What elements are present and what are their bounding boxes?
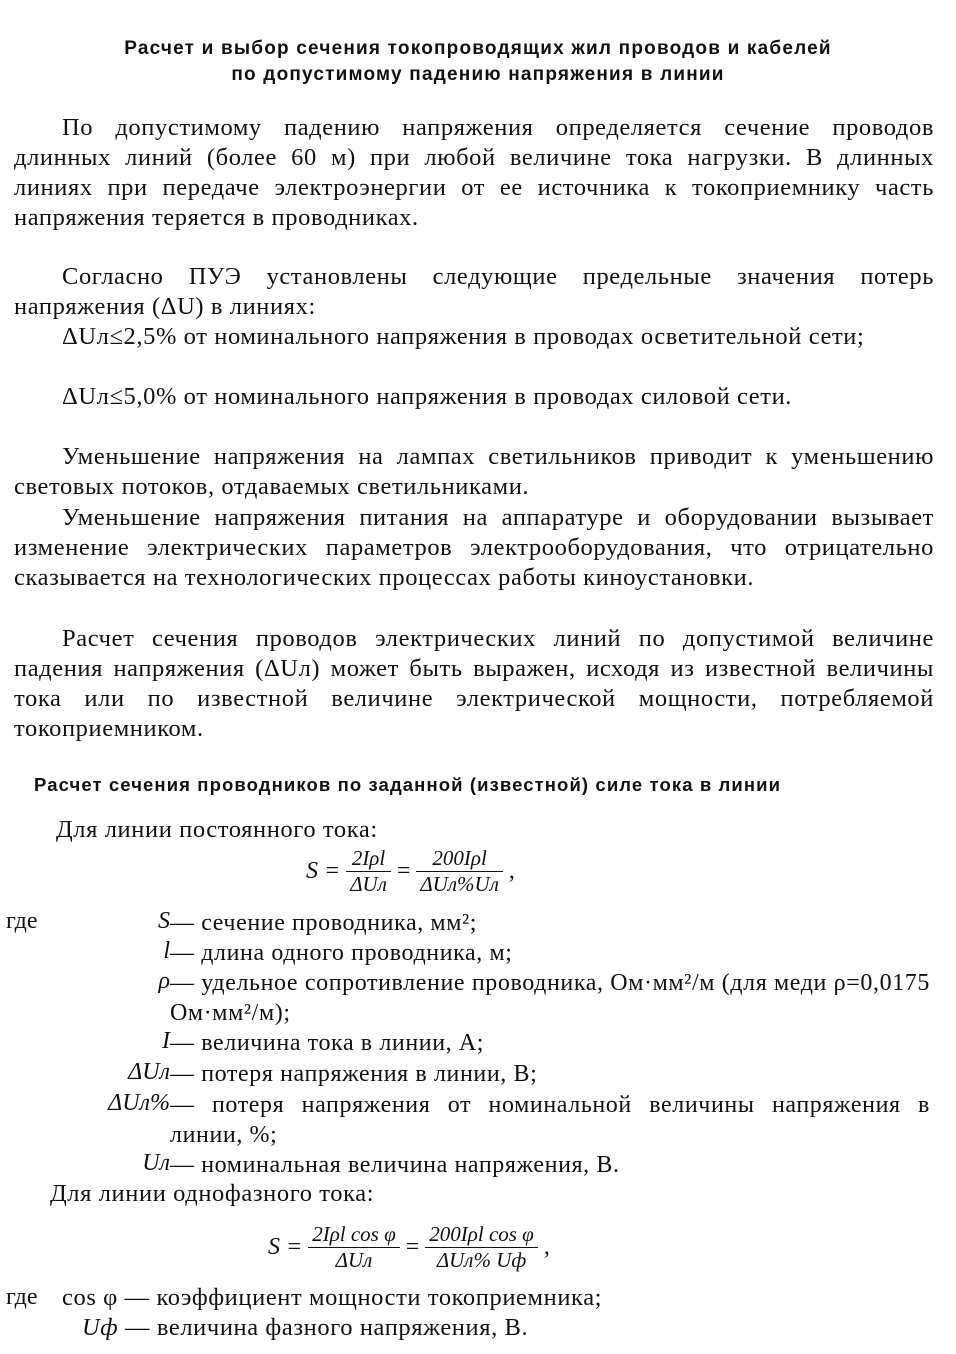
legend-text: — потеря напряжения от номинальной величины напряжения в линии, %; xyxy=(170,1092,930,1148)
formula-ac-fraction-1 xyxy=(308,1222,400,1273)
legend-2-text: — коэффициент мощности токоприемника; xyxy=(124,1284,603,1311)
legend-text: — сечение проводника, мм²; xyxy=(170,910,478,936)
paragraph-lamps: Уменьшение напряжения на лампах светильников приводит к уменьшению световых потоков, отдаваемых светильниками. xyxy=(14,443,934,500)
formula-ac-den-2: ΔUл% Uф xyxy=(425,1247,538,1273)
formula-ac-num-1: 2Iρl cos φ xyxy=(312,1222,396,1246)
legend-symbol: ΔUл% xyxy=(108,1090,170,1116)
formula-ac-equals: = xyxy=(405,1234,420,1260)
formula-dc-fraction-2 xyxy=(416,846,502,897)
page-title-line-2: по допустимому падению напряжения в линии xyxy=(231,64,725,85)
paragraph-lighting-limit: ΔUл≤2,5% от номинального напряжения в проводах осветительной сети; xyxy=(62,323,865,350)
legend-symbol: ρ xyxy=(158,968,170,994)
formula-ac-comma: , xyxy=(543,1234,550,1260)
formula-ac-fraction-2 xyxy=(425,1222,538,1273)
formula-dc-lhs: S = xyxy=(306,858,341,884)
paragraph-power-limit: ΔUл≤5,0% от номинального напряжения в проводах силовой сети. xyxy=(62,383,793,410)
where-label: где xyxy=(6,908,38,934)
where-label-2: где xyxy=(6,1284,38,1310)
paragraph-intro: По допустимому падению напряжения определяется сечение проводов длинных линий (более 60 м) при любой величине тока нагрузки. В длинных линиях при передаче электроэнергии от ее источника к токоприемнику часть напряжения теряется в проводниках. xyxy=(14,114,934,231)
formula-dc-num-2: 200Iρl xyxy=(432,846,487,870)
legend-symbol: S xyxy=(158,908,170,934)
formula-dc-equals: = xyxy=(396,858,411,884)
dc-line-intro: Для линии постоянного тока: xyxy=(56,816,378,843)
formula-dc xyxy=(306,846,515,897)
formula-ac-lhs: S = xyxy=(268,1234,303,1260)
ac-line-intro: Для линии однофазного тока: xyxy=(50,1180,375,1207)
formula-dc-fraction-1 xyxy=(346,846,391,897)
formula-dc-den-1: ΔUл xyxy=(346,871,391,897)
paragraph-equipment: Уменьшение напряжения питания на аппаратуре и оборудовании вызывает изменение электрических параметров электрооборудования, что отрицательно сказывается на технологических процессах работы киноустановки. xyxy=(14,504,934,591)
legend-symbol: I xyxy=(162,1028,170,1054)
formula-ac-num-2: 200Iρl cos φ xyxy=(429,1222,534,1246)
legend-text: — удельное сопротивление проводника, Ом·мм²/м (для меди ρ=0,0175 Ом·мм²/м); xyxy=(170,970,930,1026)
formula-dc-den-2: ΔUл%Uл xyxy=(416,871,502,897)
legend-2-text: — величина фазного напряжения, В. xyxy=(125,1314,529,1341)
legend-text: — длина одного проводника, м; xyxy=(170,940,513,966)
legend-2-item xyxy=(62,1284,956,1312)
formula-dc-comma: , xyxy=(508,858,515,884)
formula-ac-den-1: ΔUл xyxy=(308,1247,400,1273)
section-heading: Расчет сечения проводников по заданной (известной) силе тока в линии xyxy=(34,774,782,795)
legend-2-item xyxy=(82,1314,956,1342)
legend-2-symbol: Uф xyxy=(82,1314,119,1341)
formula-dc-num-1: 2Iρl xyxy=(351,846,386,870)
formula-ac xyxy=(268,1222,550,1273)
legend-symbol: l xyxy=(163,938,170,964)
paragraph-norms: Согласно ПУЭ установлены следующие предельные значения потерь напряжения (ΔU) в линиях: xyxy=(14,263,934,320)
legend-text: — потеря напряжения в линии, В; xyxy=(170,1061,538,1087)
page-title-line-1: Расчет и выбор сечения токопроводящих жил проводов и кабелей xyxy=(124,38,832,59)
legend-text: — величина тока в линии, А; xyxy=(170,1030,485,1056)
legend-symbol: ΔUл xyxy=(128,1059,170,1085)
legend-text: — номинальная величина напряжения, В. xyxy=(170,1152,620,1178)
paragraph-calculation: Расчет сечения проводов электрических линий по допустимой величине падения напряжения (ΔUл) может быть выражен, исходя из известной величины тока или по известной величине электрической мощности, потребляемой токоприемником. xyxy=(14,625,934,742)
legend-symbol: Uл xyxy=(142,1150,170,1176)
legend-2-symbol: cos φ xyxy=(62,1284,118,1311)
